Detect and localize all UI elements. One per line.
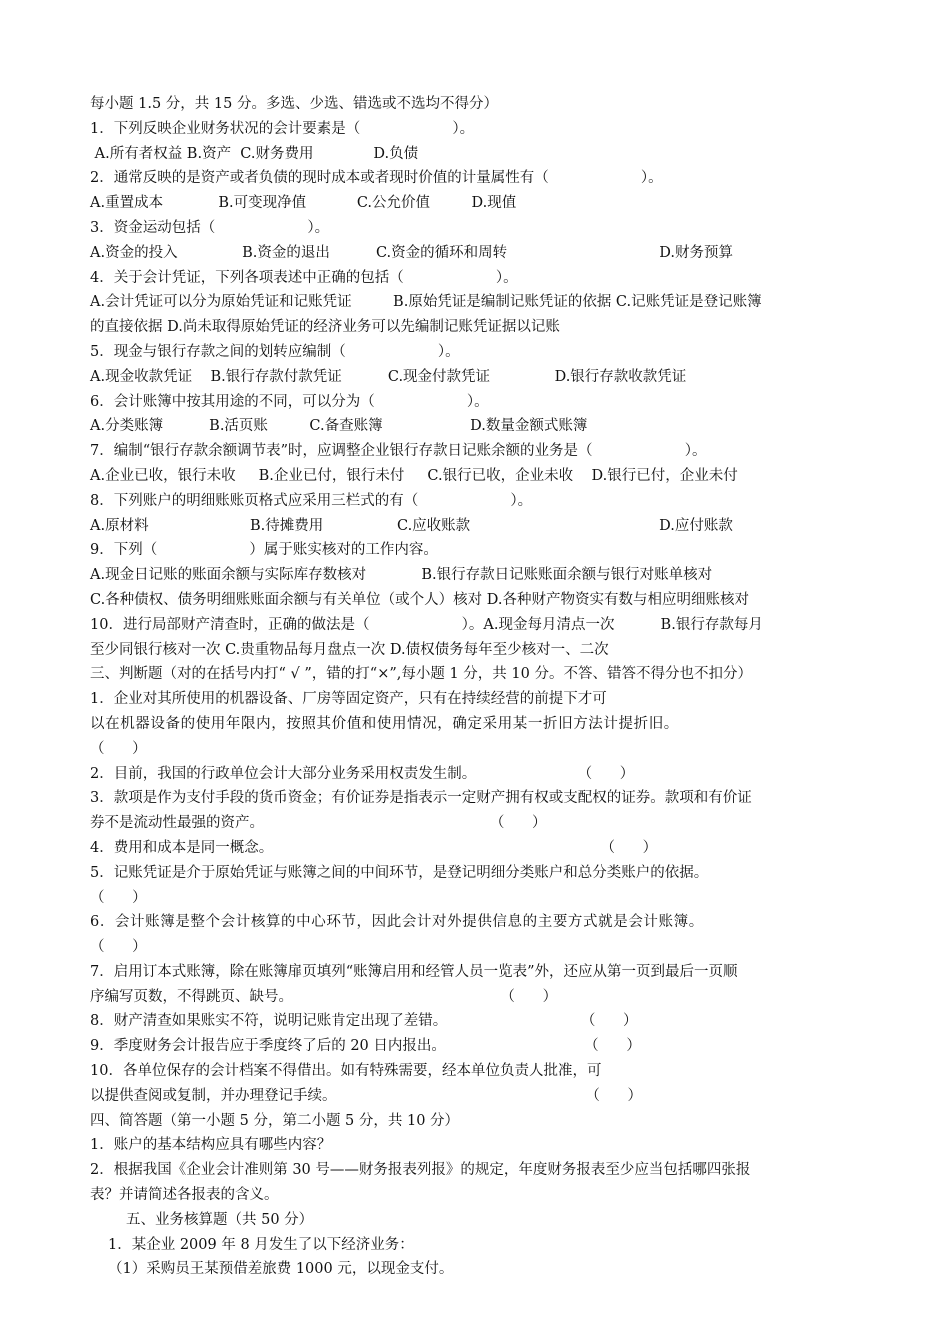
question-line: 以在机器设备的使用年限内，按照其价值和使用情况，确定采用某一折旧方法计提折旧。 — [90, 715, 679, 732]
question-line: 2．通常反映的是资产或者负债的现时成本或者现时价值的计量属性有（ ）。 — [90, 170, 663, 187]
section-heading: 三、判断题（对的在括号内打“ √ ”，错的打“×”,每小题 1 分，共 10 分。不答、错答不得分也不扣分） — [90, 666, 752, 683]
question-line: 10．进行局部财产清查时，正确的做法是（ ）。A.现金每月清点一次 B.银行存款每月 — [90, 616, 763, 633]
question-line: 7．编制“银行存款余额调节表”时，应调整企业银行存款日记账余额的业务是（ ）。 — [90, 443, 707, 460]
question-line: 3．款项是作为支付手段的货币资金；有价证券是指表示一定财产拥有权或支配权的证券。款项和有价证 — [90, 790, 752, 807]
options-line: A.原材料 B.待摊费用 C.应收账款 D.应付账款 — [90, 517, 733, 534]
question-line: 表？并请简述各报表的含义。 — [90, 1187, 279, 1204]
question-line: 7．启用订本式账簿，除在账簿扉页填列“账簿启用和经管人员一览表”外，还应从第一页到最后一页顺 — [90, 963, 738, 980]
answer-bracket: （ ） — [90, 939, 147, 956]
answer-bracket: （ ） — [90, 889, 147, 906]
question-line: （1）采购员王某预借差旅费 1000 元，以现金支付。 — [108, 1261, 454, 1278]
question-line: 4．费用和成本是同一概念。 （ ） — [90, 839, 658, 856]
options-line: A.资金的投入 B.资金的退出 C.资金的循环和周转 D.财务预算 — [90, 244, 733, 261]
question-line: 2．根据我国《企业会计准则第 30 号——财务报表列报》的规定，年度财务报表至少应当包括哪四张报 — [90, 1162, 751, 1179]
question-line: 以提供查阅或复制，并办理登记手续。 （ ） — [90, 1087, 643, 1104]
question-line: 1．企业对其所使用的机器设备、厂房等固定资产，只有在持续经营的前提下才可 — [90, 691, 607, 708]
question-line: 4．关于会计凭证，下列各项表述中正确的包括（ ）。 — [90, 269, 518, 286]
question-line: 1．下列反映企业财务状况的会计要素是（ ）。 — [90, 120, 475, 137]
options-line: A.分类账簿 B.活页账 C.备查账簿 D.数量金额式账簿 — [90, 418, 588, 435]
question-line: 9．下列（ ）属于账实核对的工作内容。 — [90, 542, 438, 559]
question-line: 1．账户的基本结构应具有哪些内容？ — [90, 1137, 332, 1154]
question-line: 2．目前，我国的行政单位会计大部分业务采用权责发生制。 （ ） — [90, 765, 635, 782]
section-heading: 五、业务核算题（共 50 分） — [126, 1211, 314, 1228]
question-line: 8．财产清查如果账实不符，说明记账肯定出现了差错。 （ ） — [90, 1013, 638, 1030]
question-line: 序编写页数，不得跳页、缺号。 （ ） — [90, 988, 558, 1005]
options-line: A.现金收款凭证 B.银行存款付款凭证 C.现金付款凭证 D.银行存款收款凭证 — [90, 368, 687, 385]
question-line: 1．某企业 2009 年 8 月发生了以下经济业务： — [108, 1236, 414, 1253]
question-line: 10．各单位保存的会计档案不得借出。如有特殊需要，经本单位负责人批准，可 — [90, 1063, 602, 1080]
section-heading: 四、简答题（第一小题 5 分，第二小题 5 分，共 10 分） — [90, 1112, 460, 1129]
options-line: 至少同银行核对一次 C.贵重物品每月盘点一次 D.债权债务每年至少核对一、二次 — [90, 641, 609, 658]
options-line: C.各种债权、债务明细账账面余额与有关单位（或个人）核对 D.各种财产物资实有数与相应明细账核对 — [90, 591, 750, 608]
options-line: A.重置成本 B.可变现净值 C.公允价值 D.现值 — [90, 195, 517, 212]
options-line: A.企业已收，银行未收 B.企业已付，银行未付 C.银行已收，企业未收 D.银行已付，企业未付 — [90, 467, 738, 484]
answer-bracket: （ ） — [90, 740, 147, 757]
question-line: 3．资金运动包括（ ）。 — [90, 219, 330, 236]
question-line: 8．下列账户的明细账账页格式应采用三栏式的有（ ）。 — [90, 492, 533, 509]
question-line: 券不是流动性最强的资产。 （ ） — [90, 815, 547, 832]
options-line: A.现金日记账的账面余额与实际库存数核对 B.银行存款日记账账面余额与银行对账单核对 — [90, 567, 713, 584]
options-line: 的直接依据 D.尚未取得原始凭证的经济业务可以先编制记账凭证据以记账 — [90, 319, 560, 336]
question-line: 9．季度财务会计报告应于季度终了后的 20 日内报出。 （ ） — [90, 1038, 641, 1055]
question-line: 6．会计账簿中按其用途的不同，可以分为（ ）。 — [90, 393, 489, 410]
question-line: 6．会计账簿是整个会计核算的中心环节，因此会计对外提供信息的主要方式就是会计账簿。 — [90, 914, 704, 931]
options-line: A.会计凭证可以分为原始凭证和记账凭证 B.原始凭证是编制记账凭证的依据 C.记账凭证是登记账簿 — [90, 294, 762, 311]
options-line: A.所有者权益 B.资产 C.财务费用 D.负债 — [90, 145, 419, 162]
question-line: 5．现金与银行存款之间的划转应编制（ ）。 — [90, 343, 460, 360]
text-line: 每小题 1.5 分，共 15 分。多选、少选、错选或不选均不得分） — [90, 96, 498, 112]
question-line: 5．记账凭证是介于原始凭证与账簿之间的中间环节，是登记明细分类账户和总分类账户的依据。 — [90, 864, 709, 881]
